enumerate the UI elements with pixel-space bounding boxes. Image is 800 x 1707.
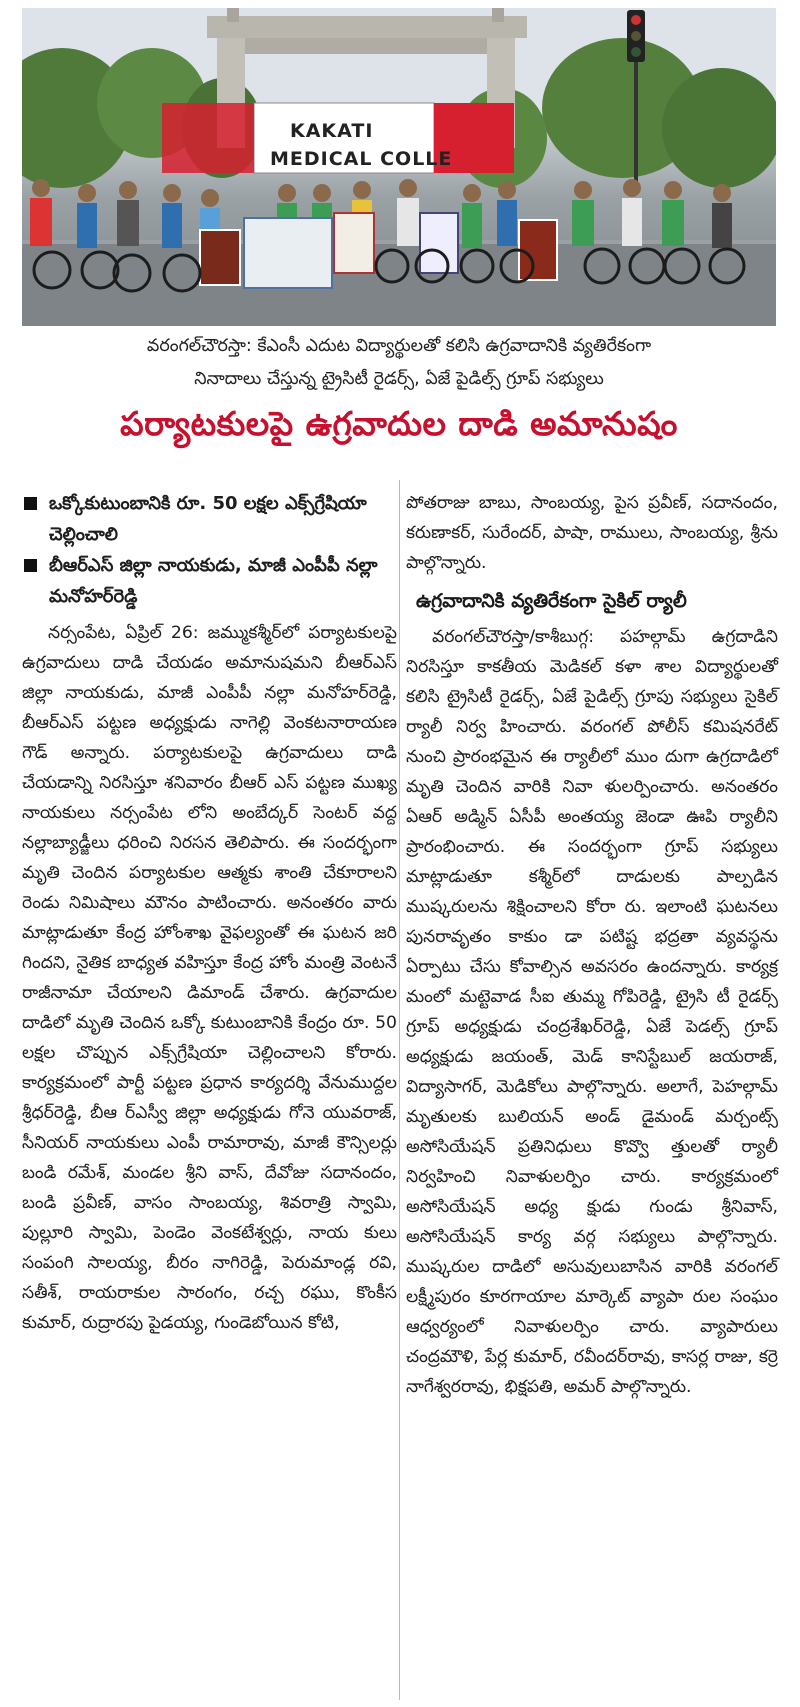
square-bullet-icon	[24, 497, 37, 510]
bullet-text: బీఆర్ఎస్ జిల్లా నాయకుడు, మాజీ ఎంపీపీ నల్లా మనోహర్‌రెడ్డి	[49, 555, 378, 607]
left-body-text: నర్సంపేట, ఏప్రిల్ 26: జమ్ముకశ్మీర్‌లో పర్యాటకులపై ఉగ్రవాదులు దాడి చేయడం అమానుషమని బీఆర్ఎస్ జిల్లా నాయకుడు, మాజీ ఎంపీపీ నల్లా మనోహర్‌రెడ్డి, బీఆర్ఎస్ పట్టణ అధ్యక్షుడు నాగెల్లి వెంకటనారాయణ గౌడ్ అన్నారు. పర్యాటకులపై ఉగ్రవాదులు దాడి చేయడాన్ని నిరసిస్తూ శనివారం బీఆర్ ఎస్ పట్టణ ముఖ్య నాయకులు నర్సంపేట లోని అంబేద్కర్ సెంటర్ వద్ద నల్లాబ్యాడ్జీలు ధరించి నిరసన తెలిపారు. ఈ సందర్భంగా మృతి చెందిన పర్యాటకుల ఆత్మకు శాంతి చేకూరాలని రెండు నిమిషాలు మౌనం పాటించారు. అనంతరం వారు మాట్లాడుతూ కేంద్ర హోంశాఖ వైఫల్యంతో ఈ ఘటన జరి గిందని, నైతిక బాధ్యత వహిస్తూ కేంద్ర హోం మంత్రి వెంటనే రాజీనామా చేయాలని డిమాండ్ చేశారు. ఉగ్రవాదుల దాడిలో మృతి చెందిన ఒక్కో కుటుంబానికి కేంద్రం రూ. 50 లక్షల చొప్పున ఎక్స్‌గ్రేషియా చెల్లించాలని కోరారు. కార్యక్రమంలో పార్టీ పట్టణ ప్రధాన కార్యదర్శి వేనుముద్దల శ్రీధర్‌రెడ్డి, బీఆ ర్ఎస్వీ జిల్లా అధ్యక్షుడు గోనె యువరాజ్, సీనియర్ నాయకులు ఎంపీ రామారావు, మాజీ కౌన్సిలర్లు బండి రమేశ్, మండల శ్రీని వాస్, దేవోజు సదానందం, బండి ప్రవీణ్, వాసం సాంబయ్య, శివరాత్రి స్వామి, పుల్లూరి స్వామి, పెండెం వెంకటేశ్వర్లు, నాయ కులు సంపంగి సాలయ్య, బీరం నాగిరెడ్డి, పెరుమాండ్ల రవి, సతీశ్, రాయరాకుల సారంగం, రచ్చ రఘు, కొంకీస కుమార్, రుద్రారపు పైడయ్య, గుండెబోయిన కోటి,	[22, 623, 397, 1333]
square-bullet-icon	[24, 559, 37, 572]
bullet-text: ఒక్కోకుటుంబానికి రూ. 50 లక్షల ఎక్స్‌గ్రేషియా చెల్లించాలి	[49, 493, 367, 545]
right-column	[406, 488, 778, 1402]
sign-line2: MEDICAL COLLE	[270, 148, 453, 170]
headline: పర్యాటకులపై ఉగ్రవాదుల దాడి అమానుషం	[120, 404, 678, 443]
news-photo	[22, 8, 776, 326]
sign-line1: KAKATI	[290, 120, 374, 142]
bullet-item	[22, 488, 397, 550]
bullet-item	[22, 550, 397, 612]
left-column	[22, 488, 397, 1338]
right-body-text: వరంగల్‌చౌరస్తా/కాశీబుగ్గ: పహల్గామ్ ఉగ్రదాడిని నిరసిస్తూ కాకతీయ మెడికల్ కళా శాల విద్యార్థులతో కలిసి ట్రైసిటీ రైడర్స్, ఏజే పైడిల్స్ గ్రూపు సభ్యులు సైకిల్ ర్యాలీ నిర్వ హించారు. వరంగల్ పోలీస్ కమిషనరేట్ నుంచి ప్రారంభమైన ఈ ర్యాలీలో ముం దుగా ఉగ్రదాడిలో మృతి చెందిన వారికి నివా ళులర్పించారు. అనంతరం ఏఆర్ అడ్మిన్ ఏసీపీ అంతయ్య జెండా ఊపి ర్యాలీని ప్రారంభించారు. ఈ సందర్భంగా గ్రూప్ సభ్యులు మాట్లాడుతూ కశ్మీర్‌లో దాడులకు పాల్పడిన ముష్కరులను శిక్షించాలని కోరా రు. ఇలాంటి ఘటనలు పునరావృతం కాకుం డా పటిష్ట భద్రతా వ్యవస్థను ఏర్పాటు చేసు కోవాల్సిన అవసరం ఉందన్నారు. కార్యక్ర మంలో మట్టెవాడ సీఐ తుమ్మ గోపిరెడ్డి, ట్రైసి టీ రైడర్స్ గ్రూప్ అధ్యక్షుడు చంద్రశేఖర్‌రెడ్డి, ఏజే పెడల్స్ గ్రూప్ అధ్యక్షుడు జయంత్, మెడ్ కానిస్టేబుల్ జయరాజ్, విద్యాసాగర్, మెడికోలు పాల్గొన్నారు. అలాగే, పెహల్గామ్ మృతులకు బులియన్ అండ్ డైమండ్ మర్చంట్స్ అసోసియేషన్ ప్రతినిధులు కొవ్వొ త్తులతో ర్యాలీ నిర్వహించి నివాళులర్పిం చారు. కార్యక్రమంలో అసోసియేషన్ అధ్య క్షుడు గుండు శ్రీనివాస్, అసోసియేషన్ కార్య వర్గ సభ్యులు పాల్గొన్నారు. ముష్కరుల దాడిలో అసువులుబాసిన వారికి వరంగల్ లక్ష్మీపురం కూరగాయాల మార్కెట్ వ్యాపా రుల సంఘం ఆధ్వర్యంలో నివాళులర్పిం చారు. వ్యాపారులు చంద్రమౌళి, పేర్ల కుమార్, రవీందర్‌రావు, కాసర్ల రాజు, కర్రె నాగేశ్వరరావు, భిక్షపతి, అమర్ పాల్గొన్నారు.	[406, 627, 778, 1397]
subheading: ఉగ్రవాదానికి వ్యతిరేకంగా సైకిల్ ర్యాలీ	[416, 590, 687, 612]
caption-line1: వరంగల్‌చౌరస్తా: కేఎంసీ ఎదుట విద్యార్థులతో కలిసి ఉగ్రవాదానికి వ్యతిరేకంగా	[146, 336, 652, 356]
column-divider	[399, 480, 400, 1700]
bullet-list	[22, 488, 397, 612]
right-top-text: పోతరాజు బాబు, సాంబయ్య, పైస ప్రవీణ్, సదానందం, కరుణాకర్, సురేందర్, పాషా, రాములు, సాంబయ్య, శ్రీను పాల్గొన్నారు.	[406, 493, 778, 573]
photo-caption	[22, 330, 776, 396]
caption-line2: నినాదాలు చేస్తున్న ట్రైసిటీ రైడర్స్, ఏజే పైడిల్స్ గ్రూప్ సభ్యులు	[194, 369, 604, 389]
